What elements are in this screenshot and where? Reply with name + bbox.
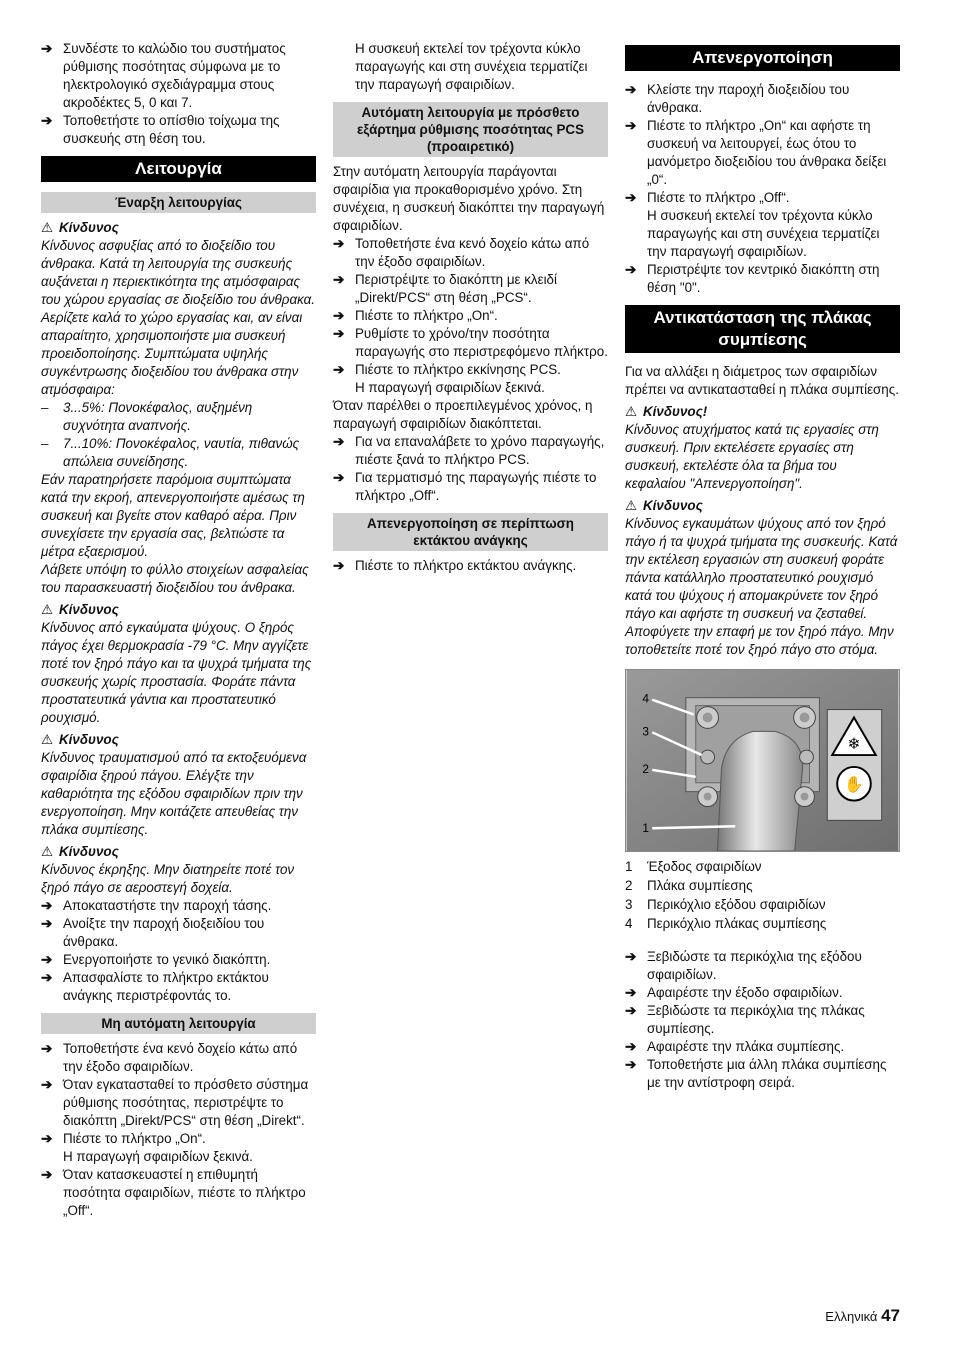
step	[41, 40, 316, 112]
arrow-right-icon: ➔	[41, 1167, 53, 1182]
arrow-right-icon: ➔	[333, 308, 345, 323]
step: ➔ Απασφαλίστε το πλήκτρο εκτάκτου ανάγκης περιστρέφοντάς το.	[41, 970, 269, 1003]
step: ➔ Κλείστε την παροχή διοξειδίου του άνθρακα.	[625, 82, 850, 115]
step: ➔ Αφαιρέστε την πλάκα συμπίεσης.	[625, 1039, 845, 1054]
warning-heading: ⚠ Κίνδυνος	[41, 602, 119, 617]
callout-4: 4	[642, 691, 649, 706]
step-text: Τοποθετήστε το οπίσθιο τοίχωμα της συσκευής στη θέση του.	[63, 113, 280, 146]
arrow-right-icon: ➔	[41, 1131, 53, 1146]
arrow-right-icon: ➔	[41, 916, 53, 931]
legend-item: 1 Έξοδος σφαιριδίων	[625, 859, 762, 874]
arrow-right-icon: ➔	[41, 41, 53, 56]
arrow-right-icon: ➔	[41, 1077, 53, 1092]
arrow-right-icon: ➔	[41, 1041, 53, 1056]
step: ➔ Όταν κατασκευαστεί η επιθυμητή ποσότητα σφαιριδίων, πιέστε το πλήκτρο „Off“.	[41, 1167, 306, 1218]
arrow-right-icon: ➔	[625, 985, 637, 1000]
paragraph: Όταν παρέλθει ο προεπιλεγμένος χρόνος, η παραγωγή σφαιριδίων διακόπτεται.	[333, 398, 593, 431]
snowflake-icon: ❄	[847, 734, 861, 754]
step: ➔ Τοποθετήστε ένα κενό δοχείο κάτω από την έξοδο σφαιριδίων.	[41, 1041, 298, 1074]
dash-icon: –	[41, 400, 49, 415]
dash-icon: –	[41, 436, 49, 451]
step: ➔ Πιέστε το πλήκτρο „Off“.	[625, 190, 790, 205]
step: ➔ Πιέστε το πλήκτρο εκκίνησης PCS.	[333, 362, 561, 377]
warning-text: Αποφύγετε την επαφή με τον ξηρό πάγο. Μην τοποθετείτε ποτέ τον ξηρό πάγο στο στόμα.	[625, 624, 894, 657]
footer-language: Ελληνικά	[825, 1309, 878, 1324]
step-text: Συνδέστε το καλώδιο του συστήματος ρύθμισης ποσότητας σύμφωνα με το ηλεκτρολογικό σχεδιάγραμμα στους ακροδέκτες 5, 0 και 7.	[63, 41, 286, 110]
step: ➔ Όταν εγκατασταθεί το πρόσθετο σύστημα ρύθμισης ποσότητας, περιστρέψτε το διακόπτη „Direkt/PCS“ στη θέση „Direkt“.	[41, 1077, 309, 1128]
arrow-right-icon: ➔	[333, 362, 345, 377]
step: ➔ Ξεβιδώστε τα περικόχλια της εξόδου σφαιριδίων.	[625, 949, 862, 982]
column-left	[41, 40, 316, 1220]
step-result: Η συσκευή εκτελεί τον τρέχοντα κύκλο παραγωγής και στη συνέχεια τερματίζει την παραγωγή σφαιριδίων.	[647, 208, 880, 259]
step: ➔ Τοποθετήστε μια άλλη πλάκα συμπίεσης με την αντίστροφη σειρά.	[625, 1057, 887, 1090]
arrow-right-icon: ➔	[333, 470, 345, 485]
warning-text: Κίνδυνος εγκαυμάτων ψύχους από τον ξηρό πάγο ή τα ψυχρά τμήματα της συσκευής. Κατά την εκτέλεση εργασιών στη συσκευή φοράτε πάντα κατάλληλο προστατευτικό ρουχισμό κατά του ψύχους ή απομακρύνετε τον ξηρό πάγο και αφήστε τη συσκευή να ζεσταθεί.	[625, 516, 898, 621]
arrow-right-icon: ➔	[333, 236, 345, 251]
section-heading-shutdown: Απενεργοποίηση	[625, 45, 900, 71]
arrow-right-icon: ➔	[41, 113, 53, 128]
callout-1: 1	[642, 821, 649, 836]
arrow-right-icon: ➔	[625, 1057, 637, 1072]
step: ➔ Πιέστε το πλήκτρο „On“.	[333, 308, 498, 323]
column-middle	[333, 40, 608, 575]
paragraph: Για να αλλάξει η διάμετρος των σφαιριδίων πρέπει να αντικατασταθεί η πλάκα συμπίεσης.	[625, 364, 899, 397]
arrow-right-icon: ➔	[625, 190, 637, 205]
step: ➔ Για τερματισμό της παραγωγής πιέστε το πλήκτρο „Off“.	[333, 470, 597, 503]
legend-item: 3 Περικόχλιο εξόδου σφαιριδίων	[625, 897, 826, 912]
arrow-right-icon: ➔	[333, 558, 345, 573]
warning-text: Κίνδυνος έκρηξης. Μην διατηρείτε ποτέ τον ξηρό πάγο σε αεροστεγή δοχεία.	[41, 862, 295, 895]
list-item: – 7...10%: Πονοκέφαλος, ναυτία, πιθανώς απώλεια συνείδησης.	[41, 436, 300, 469]
step-result: Η συσκευή εκτελεί τον τρέχοντα κύκλο παραγωγής και στη συνέχεια τερματίζει την παραγωγή σφαιριδίων.	[355, 41, 588, 92]
subheading-emergency: Απενεργοποίηση σε περίπτωση εκτάκτου ανάγκης	[333, 513, 608, 551]
step: ➔ Πιέστε το πλήκτρο „On“ και αφήστε τη συσκευή να λειτουργεί, έως ότου το μανόμετρο διοξειδίου του άνθρακα δείξει „0“.	[625, 118, 887, 187]
warning-heading: ⚠ Κίνδυνος	[41, 844, 119, 859]
warning-heading: ⚠ Κίνδυνος	[625, 498, 703, 513]
legend-item: 4 Περικόχλιο πλάκας συμπίεσης	[625, 916, 827, 931]
warning-text: Λάβετε υπόψη το φύλλο στοιχείων ασφαλείας του παρασκευαστή διοξειδίου του άνθρακα.	[41, 562, 309, 595]
step-result: Η παραγωγή σφαιριδίων ξεκινά.	[355, 380, 545, 395]
step: ➔ Για να επαναλάβετε το χρόνο παραγωγής, πιέστε ξανά το πλήκτρο PCS.	[333, 434, 605, 467]
step: ➔ Περιστρέψτε τον κεντρικό διακόπτη στη θέση "0".	[625, 262, 880, 295]
arrow-right-icon: ➔	[333, 272, 345, 287]
warning-triangle-icon: ⚠	[625, 404, 638, 419]
warning-text: Κίνδυνος ατυχήματος κατά τις εργασίες στη συσκευή. Πριν εκτελέσετε εργασίες στη συσκευή, εκτελέστε όλα τα βήμα του κεφαλαίου "Απενεργοποίηση".	[625, 422, 879, 491]
legend-item: 2 Πλάκα συμπίεσης	[625, 878, 753, 893]
arrow-right-icon: ➔	[625, 118, 637, 133]
paragraph: Στην αυτόματη λειτουργία παράγονται σφαιρίδια για προκαθορισμένο χρόνο. Στη συνέχεια, η συσκευή διακόπτει την παραγωγή σφαιριδίων.	[333, 164, 605, 233]
arrow-right-icon: ➔	[625, 1039, 637, 1054]
section-heading-operation: Λειτουργία	[41, 156, 316, 182]
warning-text: Κίνδυνος από εγκαύματα ψύχους. Ο ξηρός πάγος έχει θερμοκρασία -79 °C. Μην αγγίζετε ποτέ τον ξηρό πάγο και τα ψυχρά τμήματα της συσκευής χωρίς προστασία. Φοράτε πάντα προστατευτικά γάντια και προστατευτικό ρουχισμό.	[41, 620, 312, 725]
step: ➔ Ρυθμίστε το χρόνο/την ποσότητα παραγωγής στο περιστρεφόμενο πλήκτρο.	[333, 326, 608, 359]
step: ➔ Αφαιρέστε την έξοδο σφαιριδίων.	[625, 985, 843, 1000]
arrow-right-icon: ➔	[625, 262, 637, 277]
warning-heading: ⚠ Κίνδυνος	[41, 732, 119, 747]
warning-text: Κίνδυνος τραυματισμού από τα εκτοξευόμενα σφαιρίδια ξηρού πάγου. Ελέγξτε την καθαριότητα της εξόδου σφαιριδίων πριν την ενεργοποίηση. Μην κοιτάζετε απευθείας την πλάκα συμπίεσης.	[41, 750, 307, 837]
step: ➔ Ανοίξτε την παροχή διοξειδίου του άνθρακα.	[41, 916, 265, 949]
section-heading-replace: Αντικατάσταση της πλάκας συμπίεσης	[625, 305, 900, 353]
glove-icon: ✋	[844, 774, 864, 794]
step: ➔ Περιστρέψτε το διακόπτη με κλειδί „Direkt/PCS“ στη θέση „PCS“.	[333, 272, 557, 305]
callout-3: 3	[642, 724, 649, 739]
warning-text: Κίνδυνος ασφυξίας από το διοξείδιο του άνθρακα. Κατά τη λειτουργία της συσκευής αυξάνεται η περιεκτικότητα της ατμόσφαιρας του χώρου εργασίας σε διοξείδιο του άνθρακα. Αερίζετε καλά το χώρο εργασίας και, αν είναι απαραίτητο, χρησιμοποιήστε μια συσκευή προειδοποίησης. Συμπτώματα υψηλής συγκέντρωσης διοξειδίου του άνθρακα στην ατμόσφαιρα:	[41, 238, 315, 397]
compression-plate-photo	[625, 669, 900, 852]
page-number: 47	[881, 1306, 900, 1325]
subheading-auto-pcs: Αυτόματη λειτουργία με πρόσθετο εξάρτημα ρύθμισης ποσότητας PCS (προαιρετικό)	[333, 102, 608, 157]
step-result: Η παραγωγή σφαιριδίων ξεκινά.	[63, 1149, 253, 1164]
callout-2: 2	[642, 761, 649, 776]
warning-text: Εάν παρατηρήσετε παρόμοια συμπτώματα κατά την εκροή, απενεργοποιήστε αμέσως τη συσκευή και βγείτε στον καθαρό αέρα. Πριν συνεχίσετε την εργασία σας, βελτιώστε τα μέτρα εξαερισμού.	[41, 472, 305, 559]
arrow-right-icon: ➔	[41, 952, 53, 967]
step: ➔ Αποκαταστήστε την παροχή τάσης.	[41, 898, 272, 913]
step: ➔ Ενεργοποιήστε το γενικό διακόπτη.	[41, 952, 271, 967]
step: ➔ Πιέστε το πλήκτρο εκτάκτου ανάγκης.	[333, 558, 577, 573]
arrow-right-icon: ➔	[41, 970, 53, 985]
warning-triangle-icon: ⚠	[41, 732, 54, 747]
arrow-right-icon: ➔	[333, 326, 345, 341]
step: ➔ Πιέστε το πλήκτρο „On“.	[41, 1131, 206, 1146]
step: ➔ Ξεβιδώστε τα περικόχλια της πλάκας συμπίεσης.	[625, 1003, 865, 1036]
subheading-manual: Μη αυτόματη λειτουργία	[41, 1013, 316, 1034]
step	[41, 112, 316, 148]
warning-triangle-icon: ⚠	[41, 602, 54, 617]
warning-triangle-icon: ⚠	[625, 498, 638, 513]
arrow-right-icon: ➔	[625, 82, 637, 97]
arrow-right-icon: ➔	[625, 949, 637, 964]
page-footer	[825, 1307, 900, 1326]
warning-triangle-icon: ⚠	[41, 844, 54, 859]
step: ➔ Τοποθετήστε ένα κενό δοχείο κάτω από την έξοδο σφαιριδίων.	[333, 236, 590, 269]
arrow-right-icon: ➔	[625, 1003, 637, 1018]
subheading-start: Έναρξη λειτουργίας	[41, 192, 316, 213]
warning-triangle-icon: ⚠	[41, 220, 54, 235]
figure-legend	[625, 858, 900, 933]
warning-heading: ⚠ Κίνδυνος	[41, 220, 119, 235]
warning-heading: ⚠ Κίνδυνος!	[625, 404, 708, 419]
column-right	[625, 37, 900, 1092]
arrow-right-icon: ➔	[41, 898, 53, 913]
arrow-right-icon: ➔	[333, 434, 345, 449]
list-item: – 3...5%: Πονοκέφαλος, αυξημένη συχνότητα αναπνοής.	[41, 400, 253, 433]
